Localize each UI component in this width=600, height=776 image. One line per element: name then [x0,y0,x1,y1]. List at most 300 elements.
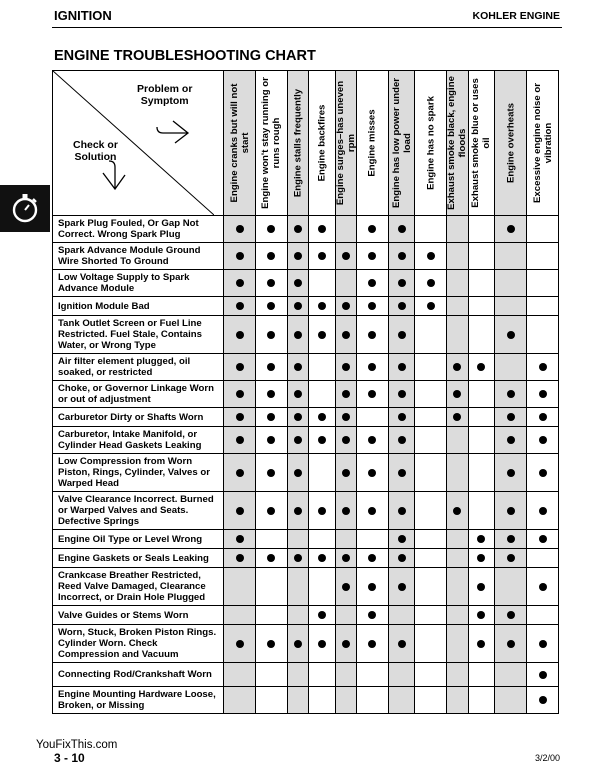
matrix-cell [309,427,336,454]
check-label: Check or Solution [73,139,118,163]
stopwatch-icon [8,191,42,225]
matrix-cell [287,427,308,454]
matrix-cell [447,216,468,243]
bullet-mark [477,554,485,562]
bullet-mark [294,331,302,339]
bullet-mark [539,507,547,515]
bullet-mark [318,554,326,562]
bullet-mark [236,225,244,233]
bullet-mark [236,554,244,562]
matrix-cell [287,492,308,530]
matrix-cell [309,530,336,549]
matrix-cell [415,606,447,625]
matrix-cell [335,381,356,408]
matrix-cell [224,568,256,606]
bullet-mark [267,331,275,339]
matrix-cell [309,381,336,408]
matrix-cell [468,568,495,606]
matrix-cell [527,243,559,270]
matrix-cell [495,297,527,316]
bullet-mark [427,279,435,287]
bullet-mark [368,302,376,310]
matrix-cell [468,297,495,316]
table-row [53,297,559,316]
revision-date: 3/2/00 [534,753,560,763]
bullet-mark [368,252,376,260]
matrix-cell [447,408,468,427]
matrix-cell [415,354,447,381]
matrix-cell [309,568,336,606]
matrix-cell [309,408,336,427]
matrix-cell [388,316,415,354]
matrix-cell [256,270,288,297]
matrix-cell [447,243,468,270]
bullet-mark [368,469,376,477]
bullet-mark [398,331,406,339]
bullet-mark [294,507,302,515]
bullet-mark [539,363,547,371]
bullet-mark [236,535,244,543]
matrix-cell [224,427,256,454]
row-label: Connecting Rod/Crankshaft Worn [53,663,224,687]
column-header [335,71,356,216]
matrix-cell [447,530,468,549]
column-header-label: Engine misses [366,109,378,177]
bullet-mark [294,279,302,287]
matrix-cell [527,568,559,606]
bullet-mark [318,331,326,339]
matrix-cell [356,492,388,530]
bullet-mark [368,611,376,619]
bullet-mark [398,279,406,287]
bullet-mark [453,507,461,515]
matrix-cell [287,687,308,714]
matrix-cell [287,381,308,408]
matrix-cell [224,408,256,427]
matrix-cell [495,492,527,530]
bullet-mark [368,507,376,515]
matrix-cell [287,216,308,243]
matrix-cell [447,492,468,530]
matrix-cell [495,454,527,492]
matrix-cell [309,687,336,714]
matrix-cell [309,492,336,530]
bullet-mark [294,302,302,310]
matrix-cell [287,606,308,625]
column-header-label: Engine cranks but will not start [228,83,251,203]
table-row [53,243,559,270]
section-title: IGNITION [54,8,112,23]
matrix-cell [335,354,356,381]
matrix-cell [388,270,415,297]
matrix-cell [335,687,356,714]
matrix-cell [309,549,336,568]
matrix-cell [527,427,559,454]
row-label: Low Voltage Supply to Spark Advance Module [53,270,224,297]
matrix-cell [224,530,256,549]
bullet-mark [539,469,547,477]
table-row [53,354,559,381]
matrix-cell [415,408,447,427]
arrow-down-icon [103,161,125,189]
arrow-right-icon [157,121,188,143]
bullet-mark [368,583,376,591]
matrix-cell [447,454,468,492]
column-header [224,71,256,216]
problem-label: Problem or Symptom [137,83,193,107]
matrix-cell [356,243,388,270]
matrix-cell [287,316,308,354]
bullet-mark [294,469,302,477]
bullet-mark [453,363,461,371]
matrix-cell [468,663,495,687]
bullet-mark [267,469,275,477]
matrix-cell [495,316,527,354]
matrix-cell [447,606,468,625]
matrix-cell [447,549,468,568]
matrix-cell [256,297,288,316]
matrix-cell [527,530,559,549]
table-row [53,663,559,687]
bullet-mark [267,279,275,287]
bullet-mark [539,390,547,398]
row-label: Low Compression from Worn Piston, Rings, Cylinder, Valves or Warped Head [53,454,224,492]
corner-cell [53,71,224,216]
matrix-cell [256,530,288,549]
bullet-mark [318,640,326,648]
column-header [527,71,559,216]
matrix-cell [287,354,308,381]
matrix-cell [388,530,415,549]
bullet-mark [342,331,350,339]
matrix-cell [468,427,495,454]
column-header [356,71,388,216]
table-row [53,454,559,492]
matrix-cell [256,625,288,663]
row-label: Carburetor Dirty or Shafts Worn [53,408,224,427]
matrix-cell [388,606,415,625]
row-label: Tank Outlet Screen or Fuel Line Restricted. Fuel Stale, Contains Water, or Wrong Type [53,316,224,354]
bullet-mark [267,302,275,310]
bullet-mark [398,363,406,371]
matrix-cell [495,625,527,663]
bullet-mark [398,535,406,543]
bullet-mark [318,413,326,421]
bullet-mark [477,611,485,619]
matrix-cell [256,381,288,408]
table-row [53,381,559,408]
bullet-mark [342,302,350,310]
matrix-cell [256,687,288,714]
matrix-cell [224,354,256,381]
bullet-mark [368,331,376,339]
bullet-mark [342,413,350,421]
bullet-mark [368,363,376,371]
matrix-cell [468,492,495,530]
bullet-mark [342,363,350,371]
matrix-cell [224,297,256,316]
column-header-label: Engine has low power under load [390,77,413,209]
matrix-cell [356,549,388,568]
matrix-cell [287,625,308,663]
matrix-cell [415,427,447,454]
matrix-cell [468,687,495,714]
bullet-mark [398,583,406,591]
matrix-cell [468,243,495,270]
bullet-mark [398,640,406,648]
matrix-cell [356,625,388,663]
bullet-mark [453,390,461,398]
bullet-mark [342,252,350,260]
row-label: Spark Plug Fouled, Or Gap Not Correct. Wrong Spark Plug [53,216,224,243]
matrix-cell [356,408,388,427]
bullet-mark [507,640,515,648]
matrix-cell [388,408,415,427]
bullet-mark [477,535,485,543]
matrix-cell [468,549,495,568]
matrix-cell [527,408,559,427]
matrix-cell [224,216,256,243]
bullet-mark [342,436,350,444]
matrix-cell [335,297,356,316]
matrix-cell [335,625,356,663]
matrix-cell [468,408,495,427]
bullet-mark [294,252,302,260]
matrix-cell [495,568,527,606]
bullet-mark [539,583,547,591]
column-header [415,71,447,216]
matrix-cell [447,663,468,687]
row-label: Crankcase Breather Restricted, Reed Valve Damaged, Clearance Incorrect, or Drain Hole Plugged [53,568,224,606]
matrix-cell [527,492,559,530]
matrix-cell [447,270,468,297]
matrix-cell [356,530,388,549]
matrix-cell [468,270,495,297]
table-row [53,408,559,427]
matrix-cell [287,270,308,297]
matrix-cell [256,408,288,427]
bullet-mark [368,436,376,444]
matrix-cell [415,687,447,714]
matrix-cell [335,663,356,687]
matrix-cell [388,492,415,530]
column-header [468,71,495,216]
bullet-mark [477,583,485,591]
matrix-cell [309,270,336,297]
bullet-mark [398,436,406,444]
matrix-cell [447,625,468,663]
matrix-cell [335,427,356,454]
bullet-mark [267,413,275,421]
matrix-cell [468,530,495,549]
column-header [388,71,415,216]
row-label: Engine Oil Type or Level Wrong [53,530,224,549]
matrix-cell [388,663,415,687]
matrix-cell [527,297,559,316]
matrix-cell [335,270,356,297]
bullet-mark [267,436,275,444]
matrix-cell [415,243,447,270]
bullet-mark [368,554,376,562]
matrix-cell [335,316,356,354]
matrix-cell [468,354,495,381]
table-row [53,492,559,530]
bullet-mark [236,469,244,477]
matrix-cell [309,216,336,243]
matrix-cell [356,316,388,354]
matrix-cell [527,687,559,714]
bullet-mark [294,363,302,371]
matrix-cell [495,687,527,714]
matrix-cell [309,297,336,316]
matrix-cell [388,427,415,454]
bullet-mark [539,640,547,648]
matrix-cell [256,663,288,687]
bullet-mark [539,696,547,704]
matrix-cell [335,606,356,625]
bullet-mark [507,436,515,444]
bullet-mark [398,469,406,477]
matrix-cell [224,663,256,687]
bullet-mark [236,436,244,444]
column-header [309,71,336,216]
bullet-mark [294,390,302,398]
matrix-cell [356,297,388,316]
matrix-cell [256,354,288,381]
matrix-cell [224,687,256,714]
bullet-mark [398,302,406,310]
matrix-cell [388,625,415,663]
matrix-cell [388,216,415,243]
bullet-mark [507,390,515,398]
matrix-cell [256,316,288,354]
bullet-mark [318,252,326,260]
row-label: Valve Guides or Stems Worn [53,606,224,625]
row-label: Engine Gaskets or Seals Leaking [53,549,224,568]
row-label: Spark Advance Module Ground Wire Shorted To Ground [53,243,224,270]
bullet-mark [236,279,244,287]
bullet-mark [318,225,326,233]
column-header-label: Engine backfires [316,104,328,182]
bullet-mark [236,331,244,339]
column-header-label: Engine has no spark [425,96,437,190]
matrix-cell [224,492,256,530]
bullet-mark [398,390,406,398]
matrix-cell [356,568,388,606]
matrix-cell [495,663,527,687]
bullet-mark [398,413,406,421]
table-row [53,568,559,606]
matrix-cell [335,454,356,492]
column-header-label: Engine surges–has uneven rpm [334,80,357,206]
row-label: Air filter element plugged, oil soaked, or restricted [53,354,224,381]
matrix-cell [468,625,495,663]
matrix-cell [256,427,288,454]
bullet-mark [236,363,244,371]
matrix-cell [388,568,415,606]
matrix-cell [527,216,559,243]
bullet-mark [539,413,547,421]
column-header-label: Engine won't stay running or runs rough [260,77,283,209]
matrix-cell [527,316,559,354]
bullet-mark [398,225,406,233]
bullet-mark [507,611,515,619]
matrix-cell [224,381,256,408]
bullet-mark [342,583,350,591]
bullet-mark [477,640,485,648]
bullet-mark [294,640,302,648]
matrix-cell [415,316,447,354]
matrix-cell [495,270,527,297]
bullet-mark [318,611,326,619]
matrix-cell [224,606,256,625]
matrix-cell [356,270,388,297]
matrix-cell [335,530,356,549]
row-label: Engine Mounting Hardware Loose, Broken, or Missing [53,687,224,714]
matrix-cell [527,606,559,625]
table-row [53,625,559,663]
row-label: Carburetor, Intake Manifold, or Cylinder Head Gaskets Leaking [53,427,224,454]
matrix-cell [415,549,447,568]
matrix-cell [356,454,388,492]
matrix-cell [447,687,468,714]
matrix-cell [335,216,356,243]
brand-name: KOHLER ENGINE [472,10,560,22]
matrix-cell [415,492,447,530]
bullet-mark [507,331,515,339]
matrix-cell [468,381,495,408]
matrix-cell [335,568,356,606]
column-header-label: Exhaust smoke black, engine floods [446,76,469,210]
bullet-mark [318,302,326,310]
matrix-cell [415,568,447,606]
bullet-mark [267,252,275,260]
bullet-mark [507,225,515,233]
matrix-cell [287,530,308,549]
matrix-cell [527,549,559,568]
matrix-cell [447,354,468,381]
bullet-mark [342,554,350,562]
bullet-mark [267,225,275,233]
matrix-cell [495,549,527,568]
page-number: 3 - 10 [54,751,85,765]
matrix-cell [256,216,288,243]
matrix-cell [287,408,308,427]
matrix-cell [356,687,388,714]
matrix-cell [495,243,527,270]
column-header-label: Exhaust smoke blue or uses oil [470,78,493,208]
table-row [53,316,559,354]
matrix-cell [495,216,527,243]
matrix-cell [224,316,256,354]
bullet-mark [539,535,547,543]
matrix-cell [495,530,527,549]
matrix-cell [224,243,256,270]
table-row [53,606,559,625]
bullet-mark [342,469,350,477]
matrix-cell [356,216,388,243]
bullet-mark [236,507,244,515]
matrix-cell [256,454,288,492]
bullet-mark [398,252,406,260]
matrix-cell [287,243,308,270]
matrix-cell [495,427,527,454]
matrix-cell [468,316,495,354]
matrix-cell [309,625,336,663]
matrix-cell [287,568,308,606]
bullet-mark [294,554,302,562]
row-label: Worn, Stuck, Broken Piston Rings. Cylinder Worn. Check Compression and Vacuum [53,625,224,663]
